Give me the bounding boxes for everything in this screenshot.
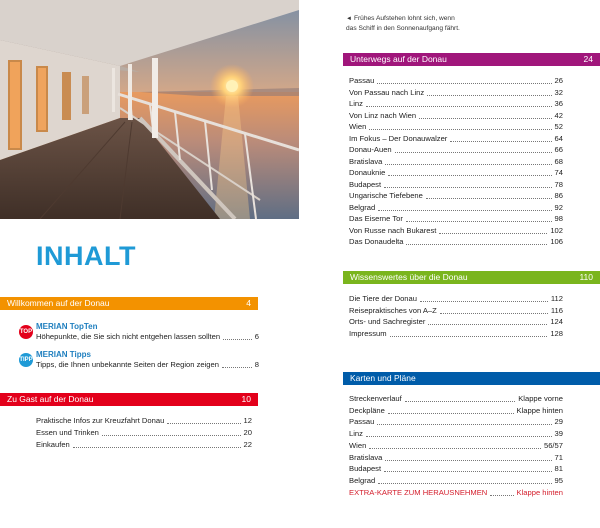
tip-text: Höhepunkte, die Sie sich nicht entgehen lassen sollten xyxy=(36,332,221,341)
toc-entry[interactable] xyxy=(349,76,563,86)
entry-page: 86 xyxy=(554,191,563,200)
dot-leader xyxy=(377,83,551,84)
section-page: 4 xyxy=(246,298,251,308)
entry-label: Essen und Trinken xyxy=(36,428,99,437)
dot-leader xyxy=(405,401,515,402)
entry-label: EXTRA-KARTE ZUM HERAUSNEHMEN xyxy=(349,487,488,497)
entry-page: 74 xyxy=(554,168,563,177)
entry-label: Praktische Infos zur Kreuzfahrt Donau xyxy=(36,416,165,425)
entry-page: 95 xyxy=(554,475,563,485)
entry-label: Von Linz nach Wien xyxy=(349,110,417,120)
toc-entry[interactable] xyxy=(349,294,563,304)
section-bar-willkommen[interactable] xyxy=(0,297,258,310)
tip-page: 6 xyxy=(254,332,259,341)
toc-entry[interactable] xyxy=(349,394,563,404)
dot-leader xyxy=(384,471,551,472)
tipp-badge-icon: TIPP xyxy=(19,353,33,367)
entry-page: 56/57 xyxy=(543,440,563,450)
dot-leader xyxy=(490,495,513,496)
section-title: Unterwegs auf der Donau xyxy=(350,54,447,64)
section-bar-zu-gast[interactable] xyxy=(0,393,258,406)
toc-entry[interactable] xyxy=(349,429,563,439)
entry-label: Von Russe nach Bukarest xyxy=(349,225,437,235)
entry-page: 98 xyxy=(554,214,563,223)
entry-label: Streckenverlauf xyxy=(349,394,402,403)
entry-label: Wien xyxy=(349,440,367,450)
dot-leader xyxy=(439,233,547,234)
toc-entry[interactable] xyxy=(349,476,563,486)
toc-entry[interactable] xyxy=(349,122,563,132)
entry-label: Bratislava xyxy=(349,156,383,166)
entry-page: 29 xyxy=(554,417,563,427)
entry-page: 92 xyxy=(554,202,563,212)
toc-entry[interactable] xyxy=(349,488,563,498)
section-title: Karten und Pläne xyxy=(350,373,416,383)
dot-leader xyxy=(420,301,548,302)
entry-label: Budapest xyxy=(349,464,382,474)
dot-leader xyxy=(378,210,551,211)
dot-leader xyxy=(385,164,551,165)
dot-leader xyxy=(428,324,547,325)
dot-leader xyxy=(419,118,551,119)
section-page: 24 xyxy=(583,54,593,64)
toc-entry[interactable] xyxy=(349,134,563,144)
toc-entry[interactable] xyxy=(349,464,563,474)
entry-label: Budapest xyxy=(349,179,382,189)
caption-pointer-icon: ◄ xyxy=(346,16,352,22)
dot-leader xyxy=(366,106,552,107)
entry-page: 102 xyxy=(550,225,563,235)
dot-leader xyxy=(369,129,551,130)
toc-entry[interactable] xyxy=(36,440,252,450)
entry-label: Linz xyxy=(349,429,363,439)
entry-page: 66 xyxy=(554,145,563,154)
dot-leader xyxy=(385,460,551,461)
entry-label: Linz xyxy=(349,99,363,108)
caption-line-2: das Schiff in den Sonnenaufgang fährt. xyxy=(346,25,460,32)
entry-page: 32 xyxy=(554,87,563,97)
entry-page: 116 xyxy=(550,305,563,315)
tip-text: Tipps, die Ihnen unbekannte Seiten der Region zeigen xyxy=(36,360,219,369)
dot-leader xyxy=(378,483,551,484)
toc-entry[interactable] xyxy=(349,214,563,224)
entry-label: Von Passau nach Linz xyxy=(349,87,425,97)
tip-heading: MERIAN TopTen xyxy=(36,322,98,331)
entry-label: Belgrad xyxy=(349,475,376,485)
toc-entry[interactable] xyxy=(349,441,563,451)
tip-heading: MERIAN Tipps xyxy=(36,350,91,359)
dot-leader xyxy=(427,95,551,96)
entry-label: Das Eiserne Tor xyxy=(349,214,403,223)
toc-entry[interactable] xyxy=(349,111,563,121)
entry-label: Impressum xyxy=(349,328,387,338)
section-bar-unterwegs[interactable] xyxy=(343,53,600,66)
toc-entry[interactable] xyxy=(349,191,563,201)
entry-page: Klappe hinten xyxy=(516,487,563,497)
toc-entry[interactable] xyxy=(349,180,563,190)
dot-leader xyxy=(384,187,551,188)
topten-badge-icon: TOP xyxy=(19,325,33,339)
entry-page: 22 xyxy=(243,440,252,449)
dot-leader xyxy=(222,367,252,368)
entry-label: Bratislava xyxy=(349,452,383,462)
dot-leader xyxy=(440,313,548,314)
entry-label: Das Donaudelta xyxy=(349,237,404,246)
entry-page: Klappe hinten xyxy=(516,405,563,415)
entry-label: Belgrad xyxy=(349,202,376,212)
entry-label: Im Fokus – Der Donauwalzer xyxy=(349,133,448,143)
entry-label: Wien xyxy=(349,122,367,131)
toc-entry[interactable] xyxy=(349,453,563,463)
dot-leader xyxy=(450,141,551,142)
photo-caption xyxy=(346,14,460,33)
entry-label: Einkaufen xyxy=(36,440,70,449)
section-page: 10 xyxy=(241,394,251,404)
cover-photo-ship-deck-sunrise xyxy=(0,0,299,219)
dot-leader xyxy=(406,244,547,245)
entry-page: 78 xyxy=(554,179,563,189)
entry-page: 71 xyxy=(554,452,563,462)
entry-page: 106 xyxy=(550,237,563,246)
toc-entry[interactable] xyxy=(349,317,563,327)
dot-leader xyxy=(406,221,552,222)
dot-leader xyxy=(167,423,240,424)
toc-entry[interactable] xyxy=(349,168,563,178)
toc-entry[interactable] xyxy=(349,157,563,167)
entry-page: 36 xyxy=(554,99,563,108)
entry-page: Klappe vorne xyxy=(518,394,563,403)
entry-page: 52 xyxy=(554,122,563,131)
entry-page: 81 xyxy=(554,464,563,474)
section-bar-wissenswertes[interactable] xyxy=(343,271,600,284)
entry-label: Deckpläne xyxy=(349,405,385,415)
dot-leader xyxy=(366,436,552,437)
section-title: Wissenswertes über die Donau xyxy=(350,272,468,282)
entry-label: Donauknie xyxy=(349,168,386,177)
toc-entry[interactable] xyxy=(349,226,563,236)
section-title: Willkommen auf der Donau xyxy=(7,298,110,308)
section-page: 110 xyxy=(579,272,593,282)
entry-page: 68 xyxy=(554,156,563,166)
toc-entry[interactable] xyxy=(349,88,563,98)
entry-page: 128 xyxy=(550,328,563,338)
entry-page: 42 xyxy=(554,110,563,120)
toc-entry[interactable] xyxy=(349,203,563,213)
tip-page: 8 xyxy=(254,360,259,369)
section-title: Zu Gast auf der Donau xyxy=(7,394,94,404)
entry-page: 112 xyxy=(550,294,563,303)
caption-line-1: Frühes Aufstehen lohnt sich, wenn xyxy=(353,15,455,22)
entry-page: 20 xyxy=(243,428,252,437)
dot-leader xyxy=(377,424,551,425)
dot-leader xyxy=(390,336,548,337)
entry-label: Reisepraktisches von A–Z xyxy=(349,305,437,315)
dot-leader xyxy=(369,448,541,449)
entry-page: 26 xyxy=(554,76,563,85)
entry-label: Donau-Auen xyxy=(349,145,392,154)
toc-entry[interactable] xyxy=(349,406,563,416)
entry-label: Passau xyxy=(349,417,375,427)
dot-leader xyxy=(395,152,552,153)
toc-entry[interactable] xyxy=(349,145,563,155)
toc-entry[interactable] xyxy=(36,428,252,438)
toc-entry[interactable] xyxy=(349,417,563,427)
dot-leader xyxy=(102,435,241,436)
toc-entry[interactable] xyxy=(36,416,252,426)
entry-page: 64 xyxy=(554,133,563,143)
toc-entry[interactable] xyxy=(349,99,563,109)
dot-leader xyxy=(388,175,551,176)
dot-leader xyxy=(73,447,241,448)
entry-page: 124 xyxy=(550,317,563,326)
dot-leader xyxy=(223,339,252,340)
entry-page: 39 xyxy=(554,429,563,439)
entry-label: Die Tiere der Donau xyxy=(349,294,417,303)
toc-entry[interactable] xyxy=(349,306,563,316)
entry-label: Orts- und Sachregister xyxy=(349,317,426,326)
dot-leader xyxy=(426,198,552,199)
entry-label: Ungarische Tiefebene xyxy=(349,191,423,200)
entry-label: Passau xyxy=(349,76,375,85)
section-bar-karten[interactable] xyxy=(343,372,600,385)
toc-entry[interactable] xyxy=(349,237,563,247)
toc-entry[interactable] xyxy=(349,329,563,339)
page-title: INHALT xyxy=(36,241,136,271)
entry-page: 12 xyxy=(243,416,252,425)
dot-leader xyxy=(388,413,514,414)
